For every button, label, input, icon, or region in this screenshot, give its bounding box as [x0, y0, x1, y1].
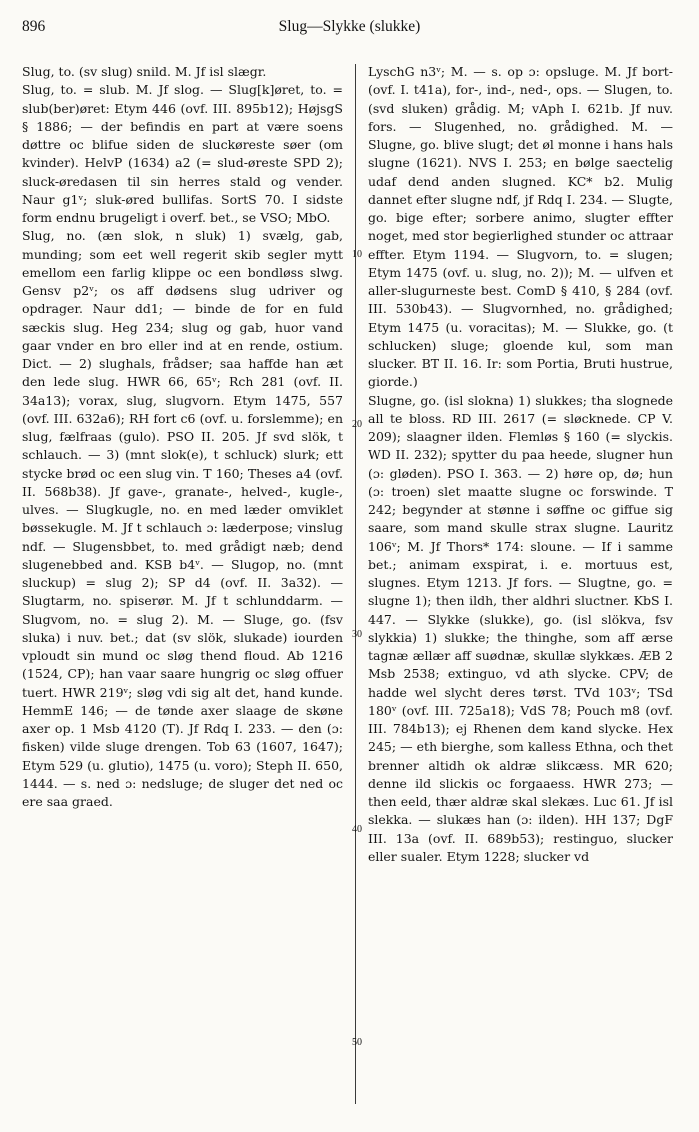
- line-number: 40: [352, 824, 362, 835]
- entry-paragraph: Slugne, go. (isl slokna) 1) slukkes; tha slognede all te bloss. RD III. 2617 (= sløcknede. CP V. 209); slaagner ilden. Flemløs § 160 (= slyckis. WD II. 232); spytter du paa heede, slugner hun (ɔ: gløden). PSO I. 363. — 2) høre op, dø; hun (ɔ: troen) slet maatte slugne oc forswinde. T 242; begynder at stønne i søffne oc giffue sig saare, som mand skulle strax slugne. Lauritz 106ᵛ; M. Jf Thors* 174: sloune. — If i samme bet.; animam exspirat, i. e. mortuus est, slugnes. Etym 1213. Jf fors. — Slugtne, go. = slugne 1); then ildh, ther aldhri sluctner. KbS I. 447. — Slykke (slukke), go. (isl slökva, fsv slykkia) 1) slukke; the thinghe, som aff ærse tagnæ ællær aff suødnæ, skullæ slykkæs. ÆB 2 Msb 2538; extinguo, vd ath slycke. CPV; de hadde wel slycht deres tørst. TVd 103ᵛ; TSd 180ᵛ (ovf. III. 725a18); VdS 78; Pouch m8 (ovf. III. 784b13); ej Rhenen dem kand slycke. Hex 245; — eth bierghe, som kalless Ethna, och thet brenner altidh ok aldræ slikcæss. MR 620; denne ild slickis oc forgaaess. HWR 273; — then eeld, thær aldræ skal slekæs. Luc 61. Jf isl slekka. — slukæs han (ɔ: ilden). HH 137; DgF III. 13a (ovf. II. 689b53); restinguo, slucker eller sualer. Etym 1228; slucker vd: [368, 392, 673, 864]
- line-number: 50: [352, 1037, 362, 1048]
- page-number: 896: [22, 18, 46, 35]
- left-column: [22, 63, 343, 811]
- right-column: [368, 63, 673, 866]
- running-title: Slug—Slykke (slukke): [278, 18, 421, 35]
- running-header: [0, 18, 699, 40]
- entry-paragraph: Slug, to. (sv slug) snild. M. Jf isl slægr.: [22, 64, 267, 79]
- line-number: 10: [352, 249, 362, 260]
- column-divider: [355, 64, 356, 1104]
- entry-paragraph: Slug, no. (æn slok, n sluk) 1) svælg, gab, munding; som eet well regerit skib segler mytt emellom een farlig klippe oc een bondløss slwg. Gensv p2ᵛ; os aff dødsens slug udriver og opdrager. Naur dd1; — binde de for en fuld sæckis slug. Heg 234; slug og gab, huor vand gaar vnder en bro eller ind at en rende, ostium. Dict. — 2) slughals, frådser; saa haffde han æt den lede slug. HWR 66, 65ᵛ; Rch 281 (ovf. II. 34a13); vorax, slug, slugvorn. Etym 1475, 557 (ovf. III. 632a6); RH fort c6 (ovf. u. forslemme); en slug, fælfraas (gulo). PSO II. 205. Jf svd slök, t schlauch. — 3) (mnt slok(e), t schluck) slurk; ett stycke brød oc een slug vin. T 160; Theses a4 (ovf. II. 568b38). Jf gave-, granate-, helved-, kugle-, ulves. — Slugkugle, no. en med læder omviklet bøssekugle. M. Jf t schlauch ɔ: læderpose; vinslug ndf. — Slugensbbet, to. med grådigt næb; dend slugenebbed and. KSB b4ᵛ. — Slugop, no. (mnt sluckup) = slug 2); SP d4 (ovf. II. 3a32). — Slugtarm, no. spiserør. M. Jf t schlunddarm. — Slugvom, no. = slug 2). M. — Sluge, go. (fsv sluka) i nuv. bet.; dat (sv slök, slukade) iourden vploudt sin mund oc sløg thend floud. Ab 1216 (1524, CP); han vaar saare hungrig oc sløg offuer tuert. HWR 219ᵛ; sløg vdi sig alt det, hand kunde. HemmE 146; — de tønde axer slaage de skøne axer op. 1 Msb 4120 (T). Jf Rdq I. 233. — den (ɔ: fisken) vilde sluge drengen. Tob 63 (1607, 1647); Etym 529 (u. glutio), 1475 (u. voro); Steph II. 650, 1444. — s. ned ɔ: nedsluge; de sluger det ned oc ere saa graed.: [22, 228, 343, 809]
- entry-paragraph: Slug, to. = slub. M. Jf slog. — Slug[k]øret, to. = slub(ber)øret: Etym 446 (ovf. III. 895b12); HøjsgS § 1886; — der befindis en part at være soens døttre oc blifue siden de sluckøreste søer (om kvinder). HelvP (1634) a2 (= slud-øreste SPD 2); sluck-øredasen til sin herres stald og vender. Naur g1ᵛ; sluk-øred bullifas. SortS 70. I sidste form endnu brugeligt i overf. bet., se VSO; MbO.: [22, 82, 343, 225]
- line-number: 20: [352, 419, 362, 430]
- entry-paragraph: LyschG n3ᵛ; M. — s. op ɔ: opsluge. M. Jf bort- (ovf. I. t41a), for-, ind-, ned-, ops. — Slugen, to. (svd sluken) grådig. M; vAph I. 621b. Jf nuv. fors. — Slugenhed, no. grådighed. M. — Slugne, go. blive slugt; det øl monne i hans hals slugne (1621). NVS I. 253; en bølge saectelig udaf dend anden slugned. KC* b2. Mulig dannet efter slugne ndf, jf Rdq I. 234. — Slugte, go. bige efter; sorbere animo, slugter effter noget, med stor begierlighed stunder oc attraar effter. Etym 1194. — Slugvorn, to. = slugen; Etym 1475 (ovf. u. slug, no. 2)); M. — ulfven et aller-slugurneste best. ComD § 410, § 284 (ovf. III. 530b43). — Slugvornhed, no. grådighed; Etym 1475 (u. voracitas); M. — Slukke, go. (t schlucken) sluge; gloende kul, som man slucker. BT II. 16. Ir: som Portia, Bruti hustrue, giorde.): [368, 64, 673, 390]
- line-number: 30: [352, 629, 362, 640]
